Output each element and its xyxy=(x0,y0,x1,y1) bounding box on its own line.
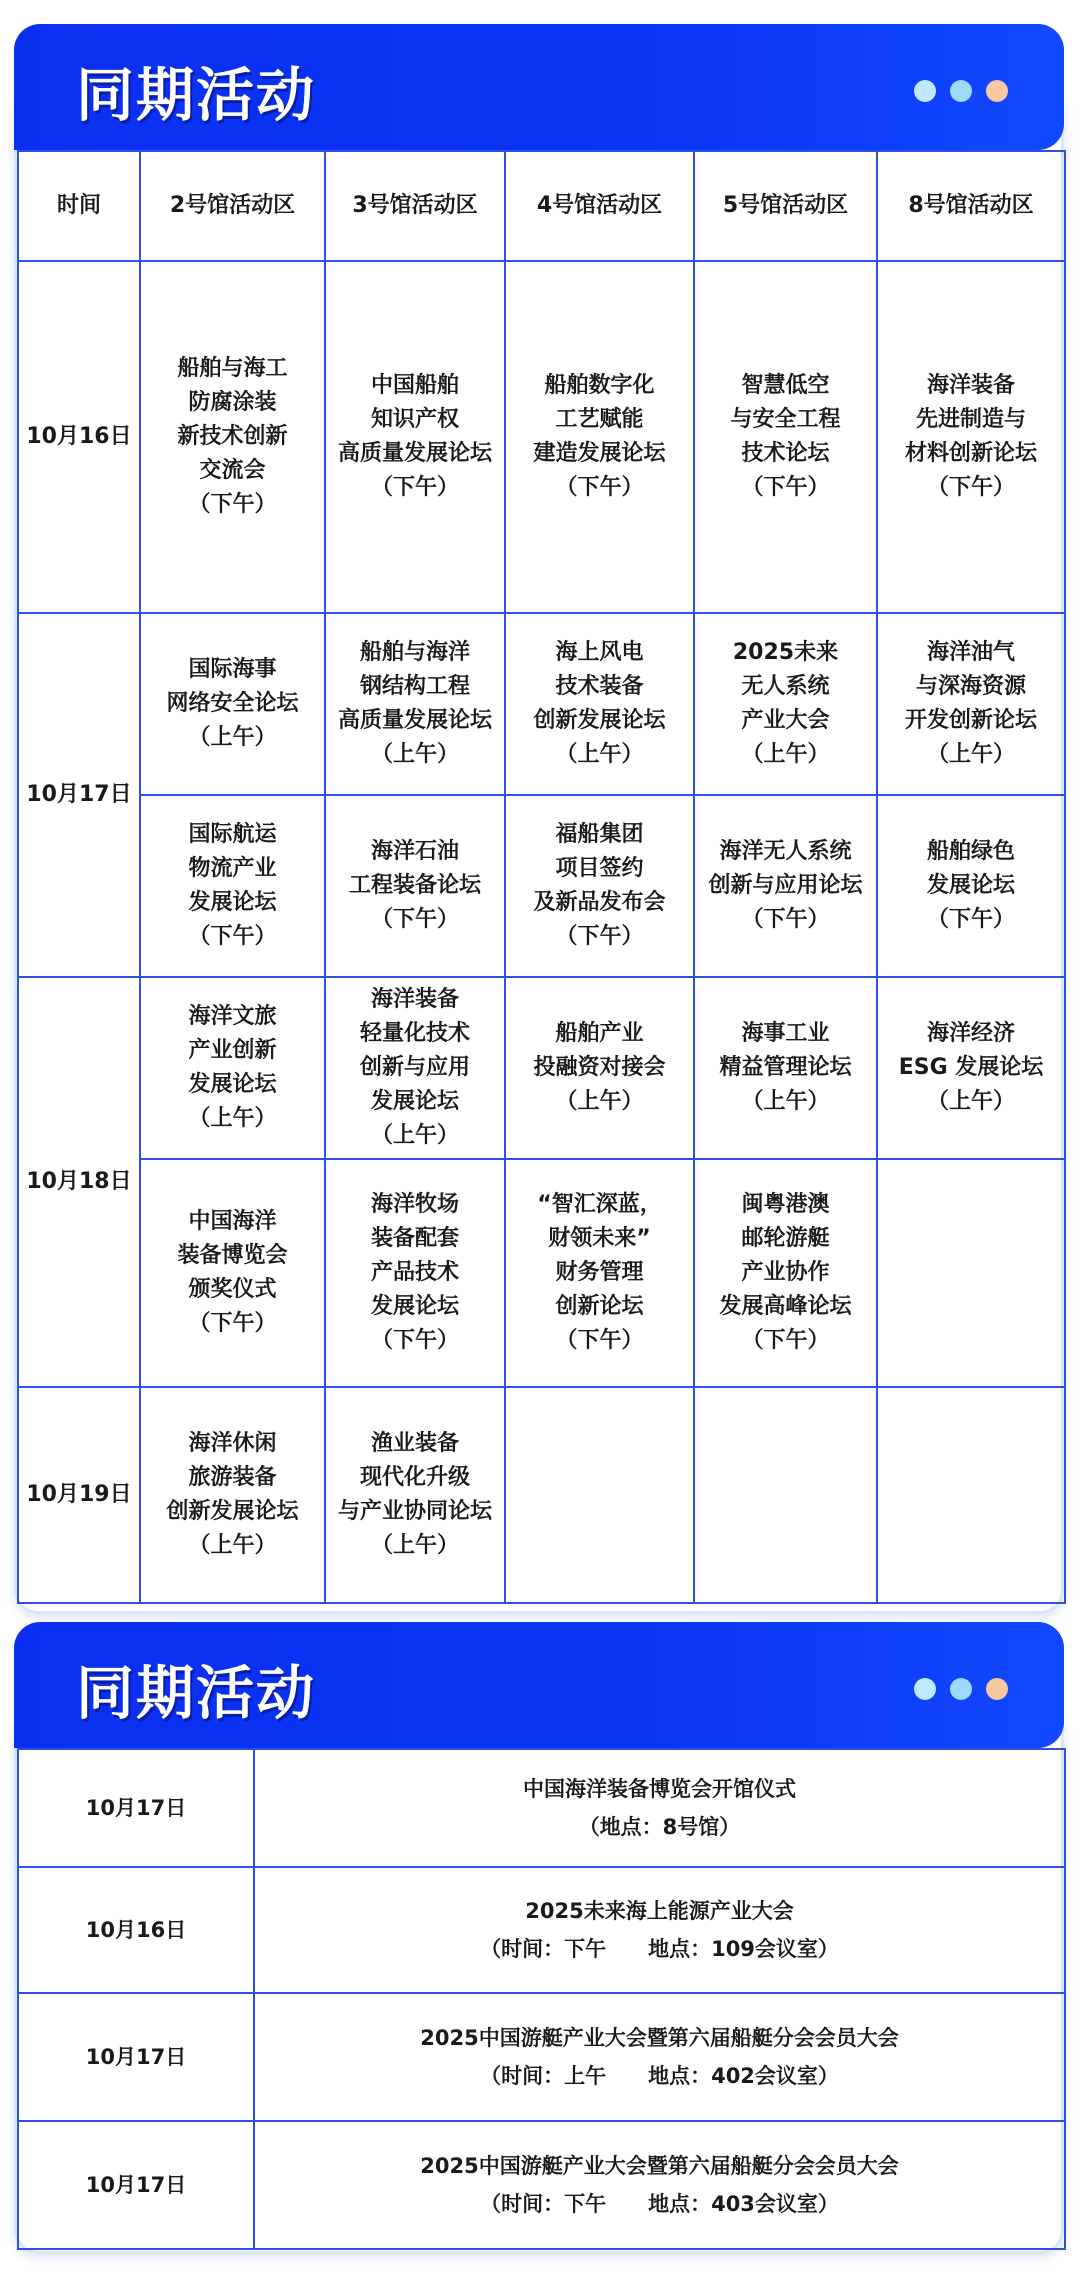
event-cell xyxy=(325,1159,505,1387)
section-title-2: 同期活动 xyxy=(76,1659,317,1727)
event-row xyxy=(18,1867,1065,1993)
event-text: 产业创新 xyxy=(188,1038,277,1063)
event-text: 海洋石油 xyxy=(370,839,459,864)
table-row xyxy=(18,1159,1065,1387)
event-text: （下午） xyxy=(370,907,459,932)
event-cell xyxy=(325,1387,505,1603)
event-text: 海洋休闲 xyxy=(188,1431,277,1456)
event-cell xyxy=(254,1867,1065,1993)
event-cell xyxy=(877,795,1065,977)
event-text: 海洋文旅 xyxy=(188,1004,277,1029)
event-text: 海上风电 xyxy=(555,640,644,665)
event-text: 项目签约 xyxy=(555,856,644,881)
table-row xyxy=(18,795,1065,977)
event-text: 船舶数字化 xyxy=(544,373,655,398)
event-cell xyxy=(505,977,694,1159)
event-text: 海洋油气 xyxy=(926,640,1015,665)
event-text: 海洋装备 xyxy=(370,987,459,1012)
event-text: 创新发展论坛 xyxy=(166,1499,299,1524)
table-row xyxy=(18,613,1065,795)
event-text: 海洋牧场 xyxy=(370,1192,459,1217)
event-text: （下午） xyxy=(741,475,830,500)
event-text: （上午） xyxy=(370,1123,459,1148)
event-text: （上午） xyxy=(926,742,1015,767)
event-detail: （时间：下午 地点：403会议室） xyxy=(480,2192,839,2216)
event-text: （下午） xyxy=(370,1328,459,1353)
event-text: 中国船舶 xyxy=(370,373,459,398)
event-text: 技术论坛 xyxy=(741,441,830,466)
event-text: （上午） xyxy=(741,742,830,767)
event-text: 海洋经济 xyxy=(926,1021,1015,1046)
event-text: 投融资对接会 xyxy=(533,1055,666,1080)
event-text: 船舶与海洋 xyxy=(359,640,470,665)
event-text: 海洋无人系统 xyxy=(719,839,852,864)
event-text: 发展论坛 xyxy=(188,1072,277,1097)
event-text: （下午） xyxy=(555,1328,644,1353)
date-cell: 10月17日 xyxy=(18,1993,254,2121)
event-cell xyxy=(694,1387,877,1603)
event-text: 渔业装备 xyxy=(370,1431,459,1456)
event-text: 旅游装备 xyxy=(188,1465,277,1490)
event-text: （上午） xyxy=(741,1089,830,1114)
event-cell xyxy=(325,977,505,1159)
table-row xyxy=(18,1387,1065,1603)
event-text: 工艺赋能 xyxy=(555,407,644,432)
event-text: （上午） xyxy=(188,725,277,750)
date-cell: 10月16日 xyxy=(18,261,140,613)
event-text: 建造发展论坛 xyxy=(533,441,666,466)
event-text: 防腐涂装 xyxy=(188,390,277,415)
event-text: 网络安全论坛 xyxy=(166,691,299,716)
column-header: 3号馆活动区 xyxy=(325,151,505,261)
event-text: 材料创新论坛 xyxy=(904,441,1037,466)
event-text: （下午） xyxy=(188,924,277,949)
decorative-dots xyxy=(914,80,1008,102)
event-text: （下午） xyxy=(741,1328,830,1353)
event-cell xyxy=(140,977,325,1159)
section-title: 同期活动 xyxy=(76,61,317,129)
date-cell: 10月17日 xyxy=(18,1749,254,1867)
event-title: 2025未来海上能源产业大会 xyxy=(525,1899,794,1923)
event-detail: （时间：下午 地点：109会议室） xyxy=(480,1937,839,1961)
event-text: （上午） xyxy=(926,1089,1015,1114)
event-text: 精益管理论坛 xyxy=(719,1055,852,1080)
event-text: 船舶绿色 xyxy=(926,839,1015,864)
events-table xyxy=(17,1748,1066,2250)
decorative-dots xyxy=(914,1678,1008,1700)
event-text: 工程装备论坛 xyxy=(348,873,481,898)
column-header: 4号馆活动区 xyxy=(505,151,694,261)
event-text: 先进制造与 xyxy=(915,407,1026,432)
event-text: 钢结构工程 xyxy=(359,674,470,699)
event-text: 装备博览会 xyxy=(177,1243,288,1268)
event-text: 颁奖仪式 xyxy=(188,1277,277,1302)
event-cell xyxy=(694,261,877,613)
dot-icon xyxy=(986,1678,1008,1700)
column-header: 8号馆活动区 xyxy=(877,151,1065,261)
event-text: 交流会 xyxy=(199,458,266,483)
event-text: 发展论坛 xyxy=(370,1294,459,1319)
event-text: 财领未来” xyxy=(548,1226,651,1251)
event-text: 发展论坛 xyxy=(370,1089,459,1114)
event-text: 技术装备 xyxy=(555,674,644,699)
event-text: （下午） xyxy=(188,1311,277,1336)
event-text: 知识产权 xyxy=(370,407,459,432)
event-text: 物流产业 xyxy=(188,856,277,881)
event-text: （上午） xyxy=(188,1533,277,1558)
event-text: 轻量化技术 xyxy=(359,1021,470,1046)
event-text: （下午） xyxy=(926,475,1015,500)
event-text: 与安全工程 xyxy=(730,407,841,432)
event-text: （上午） xyxy=(370,1533,459,1558)
event-text: 产业大会 xyxy=(741,708,830,733)
event-cell xyxy=(140,795,325,977)
event-text: （下午） xyxy=(370,475,459,500)
event-text: 无人系统 xyxy=(741,674,830,699)
event-text: 产业协作 xyxy=(741,1260,830,1285)
date-cell: 10月17日 xyxy=(18,2121,254,2249)
event-text: 发展论坛 xyxy=(926,873,1015,898)
event-text: （下午） xyxy=(926,907,1015,932)
event-text: 国际航运 xyxy=(188,822,277,847)
dot-icon xyxy=(950,1678,972,1700)
event-text: 中国海洋 xyxy=(188,1209,277,1234)
event-title: 中国海洋装备博览会开馆仪式 xyxy=(523,1777,796,1801)
event-title: 2025中国游艇产业大会暨第六届船艇分会会员大会 xyxy=(420,2154,899,2178)
dot-icon xyxy=(914,80,936,102)
table-row xyxy=(18,261,1065,613)
section-header-2 xyxy=(14,1622,1064,1748)
event-cell xyxy=(140,261,325,613)
date-cell: 10月19日 xyxy=(18,1387,140,1603)
event-cell xyxy=(505,1159,694,1387)
event-text: 新技术创新 xyxy=(177,424,288,449)
event-cell xyxy=(140,613,325,795)
event-cell xyxy=(254,1749,1065,1867)
event-text: 海事工业 xyxy=(741,1021,830,1046)
event-text: （下午） xyxy=(188,492,277,517)
date-cell: 10月17日 xyxy=(18,613,140,977)
event-title: 2025中国游艇产业大会暨第六届船艇分会会员大会 xyxy=(420,2026,899,2050)
table-row xyxy=(18,977,1065,1159)
event-cell xyxy=(140,1159,325,1387)
event-cell xyxy=(877,261,1065,613)
event-text: 高质量发展论坛 xyxy=(337,441,492,466)
event-detail: （时间：上午 地点：402会议室） xyxy=(480,2064,839,2088)
event-row xyxy=(18,1993,1065,2121)
event-text: 船舶产业 xyxy=(555,1021,644,1046)
event-cell xyxy=(505,1387,694,1603)
dot-icon xyxy=(986,80,1008,102)
event-text: 闽粤港澳 xyxy=(741,1192,830,1217)
event-text: 国际海事 xyxy=(188,657,277,682)
event-cell xyxy=(877,1387,1065,1603)
column-header: 时间 xyxy=(18,151,140,261)
date-cell: 10月16日 xyxy=(18,1867,254,1993)
event-cell xyxy=(694,613,877,795)
event-text: （上午） xyxy=(370,742,459,767)
column-header: 5号馆活动区 xyxy=(694,151,877,261)
event-text: 创新与应用论坛 xyxy=(708,873,863,898)
date-cell: 10月18日 xyxy=(18,977,140,1387)
event-cell xyxy=(694,977,877,1159)
table-header-row xyxy=(18,151,1065,261)
section-header xyxy=(14,24,1064,150)
event-text: 现代化升级 xyxy=(359,1465,470,1490)
event-cell xyxy=(325,613,505,795)
schedule-table xyxy=(17,150,1066,1604)
event-text: 装备配套 xyxy=(370,1226,459,1251)
event-cell xyxy=(694,795,877,977)
event-text: “智汇深蓝， xyxy=(537,1192,662,1217)
column-header: 2号馆活动区 xyxy=(140,151,325,261)
event-text: 财务管理 xyxy=(555,1260,644,1285)
event-text: 创新与应用 xyxy=(359,1055,470,1080)
event-row xyxy=(18,1749,1065,1867)
event-text: （上午） xyxy=(555,742,644,767)
event-text: 与产业协同论坛 xyxy=(337,1499,492,1524)
event-text: 2025未来 xyxy=(732,640,839,665)
event-text: 创新发展论坛 xyxy=(533,708,666,733)
event-text: （下午） xyxy=(555,924,644,949)
event-text: 创新论坛 xyxy=(555,1294,644,1319)
event-text: 智慧低空 xyxy=(741,373,830,398)
event-text: 发展高峰论坛 xyxy=(719,1294,852,1319)
event-text: 高质量发展论坛 xyxy=(337,708,492,733)
event-text: （下午） xyxy=(555,475,644,500)
event-text: 开发创新论坛 xyxy=(904,708,1037,733)
event-text: （上午） xyxy=(555,1089,644,1114)
event-detail: （地点：8号馆） xyxy=(578,1815,741,1839)
event-text: 福船集团 xyxy=(555,822,644,847)
event-cell xyxy=(877,613,1065,795)
event-text: （下午） xyxy=(741,907,830,932)
event-cell xyxy=(877,977,1065,1159)
dot-icon xyxy=(914,1678,936,1700)
event-cell xyxy=(694,1159,877,1387)
event-row xyxy=(18,2121,1065,2249)
event-text: 与深海资源 xyxy=(915,674,1026,699)
event-cell xyxy=(254,1993,1065,2121)
event-cell xyxy=(325,261,505,613)
event-text: 产品技术 xyxy=(370,1260,459,1285)
event-cell xyxy=(254,2121,1065,2249)
event-cell xyxy=(505,795,694,977)
event-cell xyxy=(505,261,694,613)
event-cell xyxy=(877,1159,1065,1387)
event-cell xyxy=(325,795,505,977)
event-text: （上午） xyxy=(188,1106,277,1131)
event-cell xyxy=(140,1387,325,1603)
event-text: 及新品发布会 xyxy=(533,890,666,915)
event-text: ESG 发展论坛 xyxy=(898,1055,1044,1080)
event-text: 邮轮游艇 xyxy=(741,1226,830,1251)
event-cell xyxy=(505,613,694,795)
event-text: 海洋装备 xyxy=(926,373,1015,398)
event-text: 发展论坛 xyxy=(188,890,277,915)
event-text: 船舶与海工 xyxy=(177,356,288,381)
dot-icon xyxy=(950,80,972,102)
